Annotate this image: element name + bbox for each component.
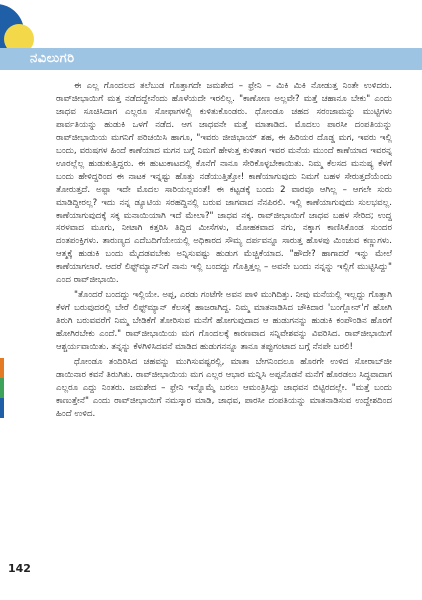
orange-margin-marker bbox=[0, 358, 4, 378]
page-number: 142 bbox=[8, 562, 31, 575]
paragraph: ಧೋಂಡೂ ತಂದಿರಿಸಿದ ಚಹವನ್ನು ಮುಗಿಸುವಷ್ಟರಲ್ಲಿ, ಮಾತಾ ಬೇಗನಿಂದಲೂ ಹೊರಗೇ ಉಳಿದ ಸೋರಾಬ್‌ಜೀ ಡಾಯಿನಾರ ಕವನೆ ತಿರುಗಿತು. ರಾವ್‌ಜೀಭಾಯಿಯ ಮಗ ಎಲ್ಲರ ಆಭಾರ ಮನ್ನಿಸಿ ಅಪ್ಪನೊಡನೆ ಮನೆಗೆ ಹೊರಡಲು ಸಿದ್ಧವಾದಾಗ ಎಲ್ಲರೂ ಎದ್ದು ನಿಂತರು. ಜಮಶೇದ – ಫ್ರೇನಿ ಇನ್ನೊಮ್ಮೆ ಬರಲು ಆಮಂತ್ರಿಸಿದ್ದು ಜಾಧವನ ಬಿಟ್ಟಿರದಲ್ಲೇ. "ಮತ್ತೆ ಬಂದು ಕಾಣುತ್ತೇನೆ" ಎಂದು ರಾವ್‌ಜೀಭಾಯಿಗೆ ನಮಸ್ಕಾರ ಮಾಡಿ, ಜಾಧವ, ಪಾರಸೀ ದಂಪತಿಯನ್ನು ಮಾತನಾಡಿಸುವ ಉದ್ದೇಶದಿಂದ ಹಿಂದೆ ಉಳಿದ. bbox=[56, 357, 392, 419]
paragraph: "ತೊಂದರೆ ಬಂದದ್ದು ಇಲ್ಲಿಯೇ. ಅಪ್ಪ, ಎರಡು ಗಂಟೆಗೇ ಅವನ ಪಾಳಿ ಮುಗಿದಿತ್ತು. ನೀವು ಮನೆಯಲ್ಲಿ ಇಲ್ಲದ್ದು ಗೊತ್ತಾಗಿ ಕೆಳಗೆ ಬರುವುದರಲ್ಲಿ ಬೇರೆ ಲಿಫ್ಟ್‌ಮ್ಯಾನ್ ಕೆಲಸಕ್ಕೆ ಹಾಜರಾಗಿದ್ದ. ನಿಮ್ಮ ಮಾತನಾಡಿಸಿದ ಚೌಕಿದಾರ 'ಬಂಗ್ಲೋನ್'ಗೆ ಹೋಗಿ ತಿರುಗಿ ಬರುವವರೆಗೆ ನಿಮ್ಮ ಬೇಡಿಕೆಗೆ ತೋರಿಸುವ ಮನೆಗೆ ಹೋಗುವುದಾದ ಆ ಹುಡುಗನನ್ನು ಹುಡುಕಿ ಕಂಪೌಂಡಿನ ಹೊರಗೆ ಹೋಗಿರಬೇಕು ಎಂದೆ." ರಾವ್‌ಜೀಭಾಯಿಯ ಮಗ ಗೊಂದಲಕ್ಕೆ ಕಾರಣವಾದ ಸನ್ನಿವೇಶವನ್ನು ವಿವರಿಸಿದ. ರಾವ್‌ಜೀಭಾಯಿಗೆ ಆಶ್ಚರ್ಯವಾಯಿತು. ತನ್ನನ್ನು ಕೆಳಗಿಳಿಸಿದವನೆ ಮಾಡಿದ ಹುಡುಗನನ್ನೂ ತಾನೂ ತಪ್ಪುಗಂಟಾದ ಬಗ್ಗೆ ನೆನಪೇ ಬರಲಿ! bbox=[56, 290, 392, 353]
article-body bbox=[56, 80, 392, 423]
section-title: ನವಿಲುಗರಿ bbox=[30, 51, 75, 66]
blue-margin-marker bbox=[0, 398, 4, 418]
green-margin-marker bbox=[0, 378, 4, 398]
paragraph: ಈ ಎಲ್ಲ ಗೊಂದಲದ ತಲೆಬುಡ ಗೊತ್ತಾಗದೇ ಜಮಶೇದ – ಫ್ರೇನಿ – ಮಿಕಿ ಮಿಕಿ ನೋಡುತ್ತ ನಿಂತೇ ಉಳಿದರು. ರಾವ್‌ಜೀಭಾಯಿಗೆ ಮತ್ತ ನಡೆದದ್ದೇನೆಂದು ಹೊಳೆಯದೇ ಇರಲಿಲ್ಲ. "ಕಾಣೋಣ ಅಲ್ಲವೇ? ಮತ್ತೆ ಚಹಾನೂ ಬೇಕು" ಎಂದು ಜಾಧವ ಸೂಚಿಸಿದಾಗ ಎಲ್ಲರೂ ಸೋಫಾಗಳಲ್ಲಿ ಕುಳಿತುಕೊಂಡರು. ಧೋಂಡೂ ಚಹದ ಸರಂಜಾಮನ್ನು ಮುಟ್ಟಿಗಳು ಪಾರ್ವತಿಯನ್ನು ಹುಡುಕಿ ಒಳಗೆ ನಡೆದ. ಆಗ ಜಾಧವನೇ ಮತ್ತೆ ಮಾತಾಡಿದ. ಮೊದಲು ಪಾರಸೀ ದಂಪತಿಯನ್ನು ರಾವ್‌ಜೀಭಾಯಿಯ ಮಗನಿಗೆ ಪರಿಚಯಿಸಿ ಹಾಗೂ, "ಇವರು ಜೀಜಿಭಾಯ್ ಶಹ, ಈ ಹಿರಿಯರ ದೊಡ್ಡ ಮಗ, ಇವರು ಇಲ್ಲಿ ಬಂದು, ವರುಷಗಳ ಹಿಂದೆ ಕಾಣೆಯಾದ ಮಗನ ಬಗ್ಗೆ ನಿಮಗೆ ಹೇಳುತ್ತ ಕುಳಿತಾಗ ಇವರ ಮನೆಯ ಮುಂದೆ ಕಾಣೆಯಾದ ಇವರನ್ನ ಊರಲ್ಲೆಲ್ಲ ಹುಡುಕುತ್ತಿದ್ದರು. ಈ ಹುಟುಕಾಟದಲ್ಲಿ ಕೊನೆಗೆ ನಾನೂ ಸೇರಿಕೊಳ್ಳಬೇಕಾಯಿತು. ನಿಮ್ಮ ಕೆಲಸದ ಮನುಷ್ಯ ಕೆಳಗೆ ಬಂದು ಹೇಳಿದ್ದರಿಂದ ಈ ನಾಟಕ ಇನ್ನಷ್ಟು ಹೊತ್ತು ನಡೆಯುತ್ತಿತ್ತೋ! ಕಾಣೆಯಾಗುವುದು ನಿಮಗೆ ಬಹಳ ಸೇರುತ್ತದೆಯೆಂದು ತೋರುತ್ತದೆ. ಅಪ್ಪಾ ಇದೇ ಮೊದಲ ಸಾರಿಯಲ್ಲವಂತೆ! ಈ ಕಟ್ಟಡಕ್ಕೆ ಬಂದು 2 ವಾರವೂ ಆಗಿಲ್ಲ – ಆಗಲೇ ಸುರು ಮಾಡಿದ್ದೀರಲ್ಲ? ಇದು ನನ್ನ ಡ್ಯೂಟಿಯ ಸರಹದ್ದಿನಲ್ಲಿ ಬರುವ ಜಾಗವಾದ ನೆನಪಿರಲಿ. ಇಲ್ಲಿ ಕಾಣೆಯಾಗುವುದು ಸುಲಭವಲ್ಲ. ಕಾಣೆಯಾಗುವುದಕ್ಕೆ ಸಕ್ಕ ಮನಾಯಿಯಾಗಿ ಇದೆ ಮೇಲಾ?" ಜಾಧವ ನಕ್ಕ. ರಾವ್‌ಜೀಭಾಯಿಗೆ ಜಾಧವ ಬಹಳ ಸೇರಿದ; ಉದ್ದ ಸರಳವಾದ ಮೂಗು, ನೀಟಾಗಿ ಕತ್ತರಿಸಿ ತಿದ್ದಿದ ಮೀಸೆಗಳು, ಮೋಹಕವಾದ ನಗು, ನಕ್ಕಾಗ ಕಾಣಿಸಿಕೊಂಡ ಸುಂದರ ದಂತಪಂಕ್ತಿಗಳು. ತಾರುಣ್ಯದ ಎದೆಬದಿಗೆಯೇಯಲ್ಲಿ ಅಧಿಕಾರದ ಸೌಮ್ಯ ದರ್ಪವನ್ನೂ ಸಾರುತ್ತ ಹೊಳಪು ಮಿಂಚುವ ಕಣ್ಣುಗಳು. ಆತ್ಮಕ್ಕೆ ಹುಡುಕಿ ಬಂದು ಮೈದಡವಬೇಕು ಅನ್ನಿಸುವಷ್ಟು ಹುಡುಗ ಮೆಚ್ಚಿಕೆಯಾದ. "ಹೌದೇ? ಹಾಗಾದರೆ ಇನ್ನು ಮೇಲೆ ಕಾಣೆಯಾಗಲಾರೆ. ಆದರೆ ಲಿಫ್ಟ್‌ಮ್ಯಾನ್‌ನಿಗೆ ನಾನು ಇಲ್ಲಿ ಬಂದದ್ದು ಗೊತ್ತಿತ್ತಲ್ಲ – ಅವನೇ ಬಂದು ನನ್ನನ್ನು ಇಲ್ಲಿಗೆ ಮುಟ್ಟಿಸಿದ್ದು" ಎಂದ ರಾವ್‌ಜೀಭಾಯಿ. bbox=[56, 81, 392, 286]
